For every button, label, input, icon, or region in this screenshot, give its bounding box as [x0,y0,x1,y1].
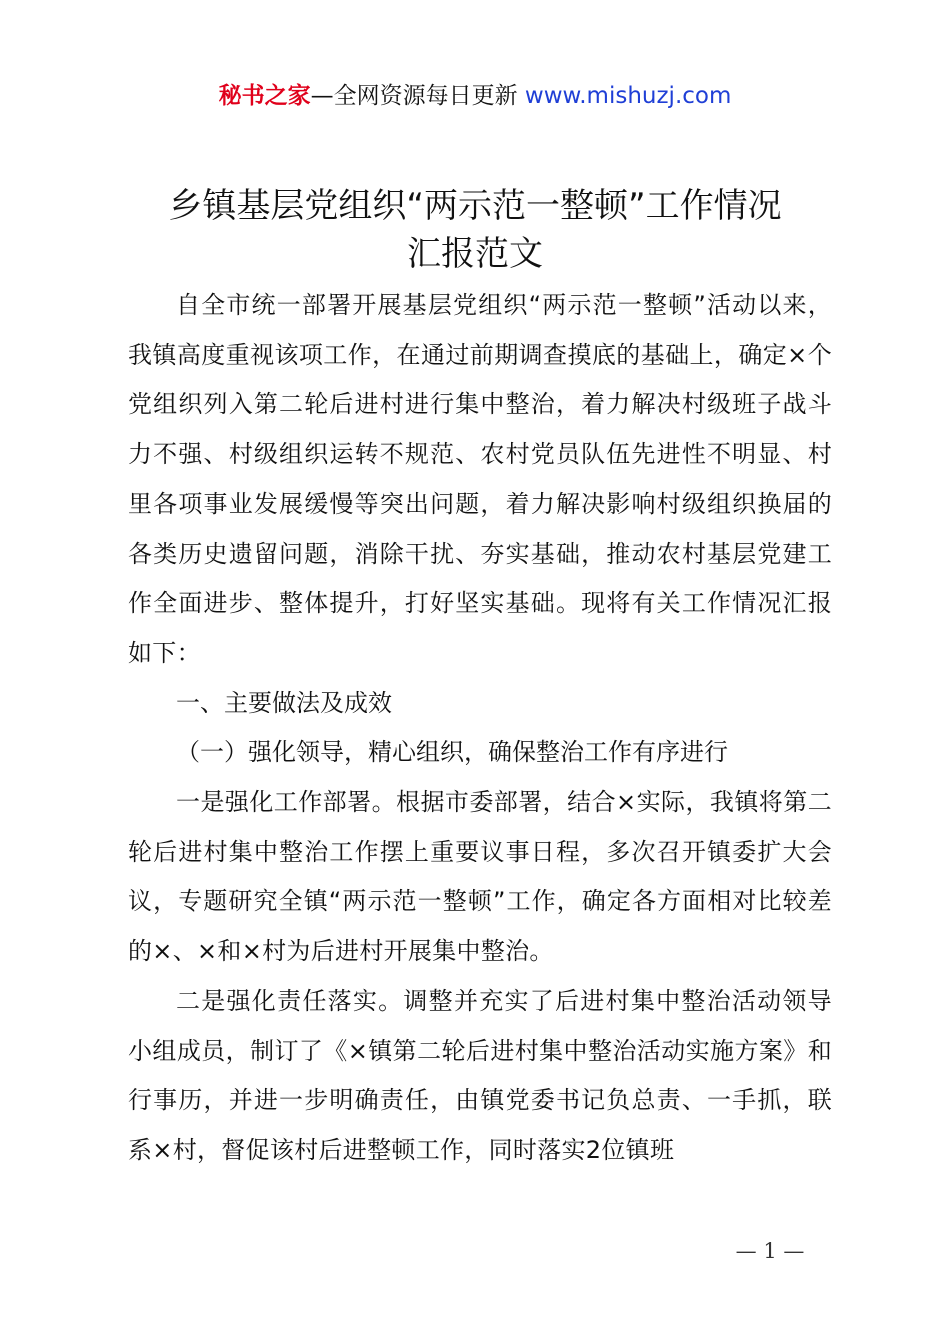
title-line-1: 乡镇基层党组织“两示范一整顿”工作情况 [168,186,782,226]
title-line-2: 汇报范文 [407,234,543,274]
section-heading: 一、主要做法及成效 [176,688,392,717]
body-paragraph-1: 一是强化工作部署。根据市委部署，结合×实际，我镇将第二轮后进村集中整治工作摆上重要议事日程，多次召开镇委扩大会议，专题研究全镇“两示范一整顿”工作，确定各方面相对比较差的×、×和×村为后进村开展集中整治。 [128,788,832,966]
subsection-heading: （一）强化领导，精心组织，确保整治工作有序进行 [176,738,728,767]
document-title [100,182,850,278]
document-body [128,281,832,1176]
intro-paragraph: 自全市统一部署开展基层党组织“两示范一整顿”活动以来，我镇高度重视该项工作，在通过前期调查摸底的基础上，确定×个党组织列入第二轮后进村进行集中整治，着力解决村级班子战斗力不强、村级组织运转不规范、农村党员队伍先进性不明显、村里各项事业发展缓慢等突出问题，着力解决影响村级组织换届的各类历史遗留问题，消除干扰、夯实基础，推动农村基层党建工作全面进步、整体提升，打好坚实基础。现将有关工作情况汇报如下： [128,291,832,667]
banner-tagline: —全网资源每日更新 [310,83,518,109]
page-number: — 1 — [735,1239,805,1263]
site-banner [0,80,950,112]
site-url[interactable]: www.mishuzj.com [517,83,732,109]
brand-name: 秘书之家 [218,83,311,109]
body-paragraph-2: 二是强化责任落实。调整并充实了后进村集中整治活动领导小组成员，制订了《×镇第二轮后进村集中整治活动实施方案》和行事历，并进一步明确责任，由镇党委书记负总责、一手抓，联系×村，督促该村后进整顿工作，同时落实2位镇班 [128,986,832,1164]
